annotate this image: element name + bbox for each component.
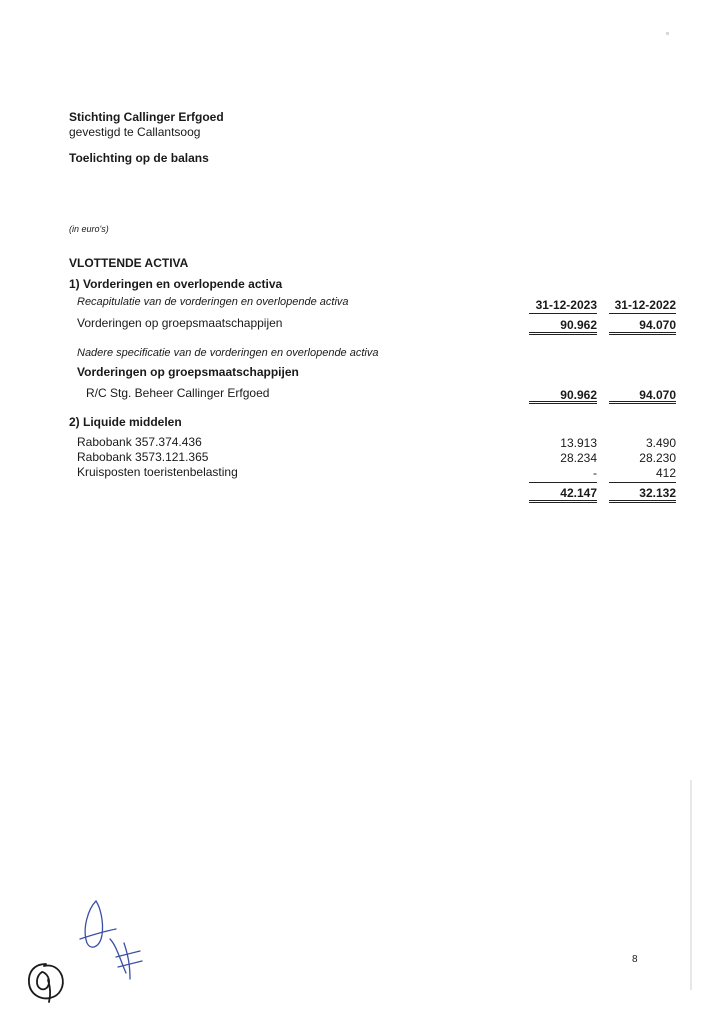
specification-title: Vorderingen op groepsmaatschappijen	[77, 365, 299, 379]
handwritten-initials-icon	[70, 895, 150, 985]
specification-label: Nadere specificatie van de vorderingen en overlopende activa	[77, 347, 379, 359]
liquid-total-double-underline-2023	[529, 500, 597, 503]
liquid-row-2-2022: 28.230	[639, 451, 676, 465]
rc-2023-value: 90.962	[560, 388, 597, 402]
section2-title: 2) Liquide middelen	[69, 415, 182, 429]
liquid-row-2-2023: 28.234	[560, 451, 597, 465]
liquid-total-2022: 32.132	[639, 486, 676, 500]
column-header-2023: 31-12-2023	[535, 298, 597, 312]
receivables-2023-value: 90.962	[560, 318, 597, 332]
organization-location: gevestigd te Callantsoog	[69, 125, 201, 139]
liquid-row-3-label: Kruisposten toeristenbelasting	[77, 465, 238, 479]
liquid-total-double-underline-2022	[609, 500, 676, 503]
unit-note: (in euro's)	[69, 224, 109, 234]
recap-label: Recapitulatie van de vorderingen en overlopende activa	[77, 296, 349, 308]
header-underline-2022	[609, 313, 676, 314]
receivables-2022-value: 94.070	[639, 318, 676, 332]
page-number: 8	[632, 954, 638, 965]
liquid-row-3-2022: 412	[655, 466, 676, 480]
section-title: VLOTTENDE ACTIVA	[69, 256, 189, 270]
rc-double-underline-2022	[609, 401, 676, 404]
liquid-row-1-2022: 3.490	[645, 436, 676, 450]
receivables-double-underline-2022	[609, 332, 676, 335]
liquid-row-2-label: Rabobank 3573.121.365	[77, 450, 209, 464]
section1-title: 1) Vorderingen en overlopende activa	[69, 277, 283, 291]
rc-row-label: R/C Stg. Beheer Callinger Erfgoed	[86, 386, 270, 400]
liquid-subtotal-line-2022	[609, 482, 676, 483]
liquid-total-2023: 42.147	[560, 486, 597, 500]
receivables-row-label: Vorderingen op groepsmaatschappijen	[77, 316, 283, 330]
liquid-row-1-2023: 13.913	[560, 436, 597, 450]
document-title: Toelichting op de balans	[69, 151, 209, 165]
liquid-subtotal-line-2023	[529, 482, 597, 483]
rc-double-underline-2023	[529, 401, 597, 404]
rc-2022-value: 94.070	[639, 388, 676, 402]
scan-speck	[666, 32, 669, 35]
scan-edge-artifact	[690, 780, 692, 990]
receivables-double-underline-2023	[529, 332, 597, 335]
liquid-row-1-label: Rabobank 357.374.436	[77, 435, 202, 449]
organization-name: Stichting Callinger Erfgoed	[69, 110, 224, 124]
liquid-row-3-2023: -	[593, 466, 597, 480]
circled-initial-stamp-icon	[22, 958, 70, 1006]
header-underline-2023	[529, 313, 597, 314]
column-header-2022: 31-12-2022	[614, 298, 676, 312]
